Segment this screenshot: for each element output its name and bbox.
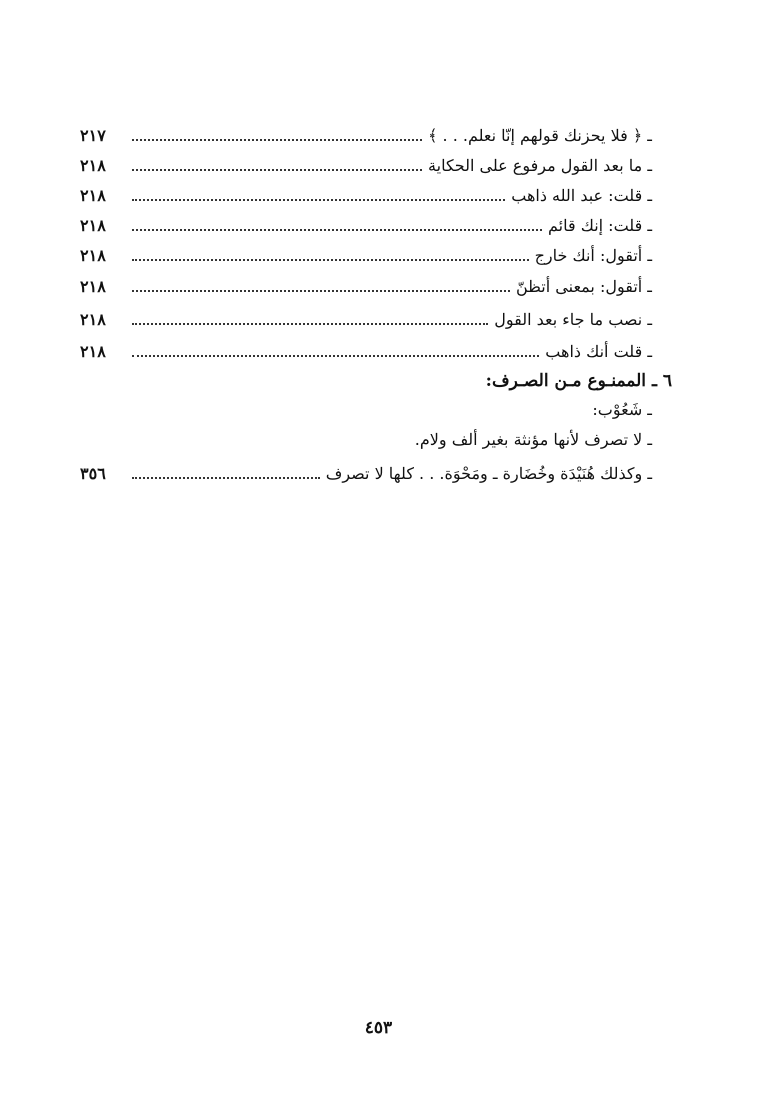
index-entry — [80, 148, 652, 176]
entry-page-number: ٢١٨ — [80, 277, 106, 296]
page-number: ٤٥٣ — [364, 1018, 393, 1038]
entry-page-number: ٢١٨ — [80, 216, 106, 235]
dot-leader — [132, 149, 422, 171]
index-entry — [80, 208, 652, 236]
entry-text: ـ وكذلك هُنَيْدَة وخُضَارة ـ ومَحْوَة. . . كلها لا تصرف — [325, 464, 652, 483]
dot-leader — [132, 209, 542, 231]
entry-page-number: ٢١٨ — [80, 186, 106, 205]
index-entry — [80, 118, 652, 146]
index-entry — [80, 269, 652, 297]
index-entry — [80, 238, 652, 266]
entry-text: ـ نصب ما جاء بعد القول — [494, 310, 652, 329]
section-subheading: ـ شَعُوْب: — [592, 400, 652, 419]
entry-text: ـ أتقول: بمعنى أتظنّ — [515, 277, 652, 296]
dot-leader — [132, 119, 422, 141]
index-entry — [80, 334, 652, 362]
entry-page-number: ٢١٧ — [80, 126, 106, 145]
section-note: ـ لا تصرف لأنها مؤنثة بغير ألف ولام. — [414, 430, 652, 449]
entry-text: ـ قلت: عبد الله ذاهب — [511, 186, 652, 205]
index-entry — [80, 302, 652, 330]
entry-page-number: ٢١٨ — [80, 310, 106, 329]
dot-leader — [132, 457, 320, 479]
dot-leader — [132, 239, 529, 261]
index-entry — [80, 456, 652, 484]
dot-leader — [132, 179, 505, 201]
entry-page-number: ٢١٨ — [80, 156, 106, 175]
entry-page-number: ٣٥٦ — [80, 464, 106, 483]
entry-text: ـ قلت أنك ذاهب — [545, 342, 652, 361]
dot-leader — [132, 270, 510, 292]
entry-text: ـ ما بعد القول مرفوع على الحكاية — [428, 156, 652, 175]
dot-leader — [132, 335, 539, 357]
section-heading: ٦ ـ الممنـوع مـن الصـرف: — [485, 371, 672, 391]
dot-leader — [132, 303, 488, 325]
entry-text: ـ قلت: إنك قائم — [548, 216, 652, 235]
entry-page-number: ٢١٨ — [80, 246, 106, 265]
entry-text: ـ أتقول: أنك خارج — [534, 246, 652, 265]
entry-text: ـ ﴿ فلا يحزنك قولهم إنّا نعلم. . . ﴾ — [428, 126, 652, 145]
index-entry — [80, 178, 652, 206]
entry-page-number: ٢١٨ — [80, 342, 106, 361]
